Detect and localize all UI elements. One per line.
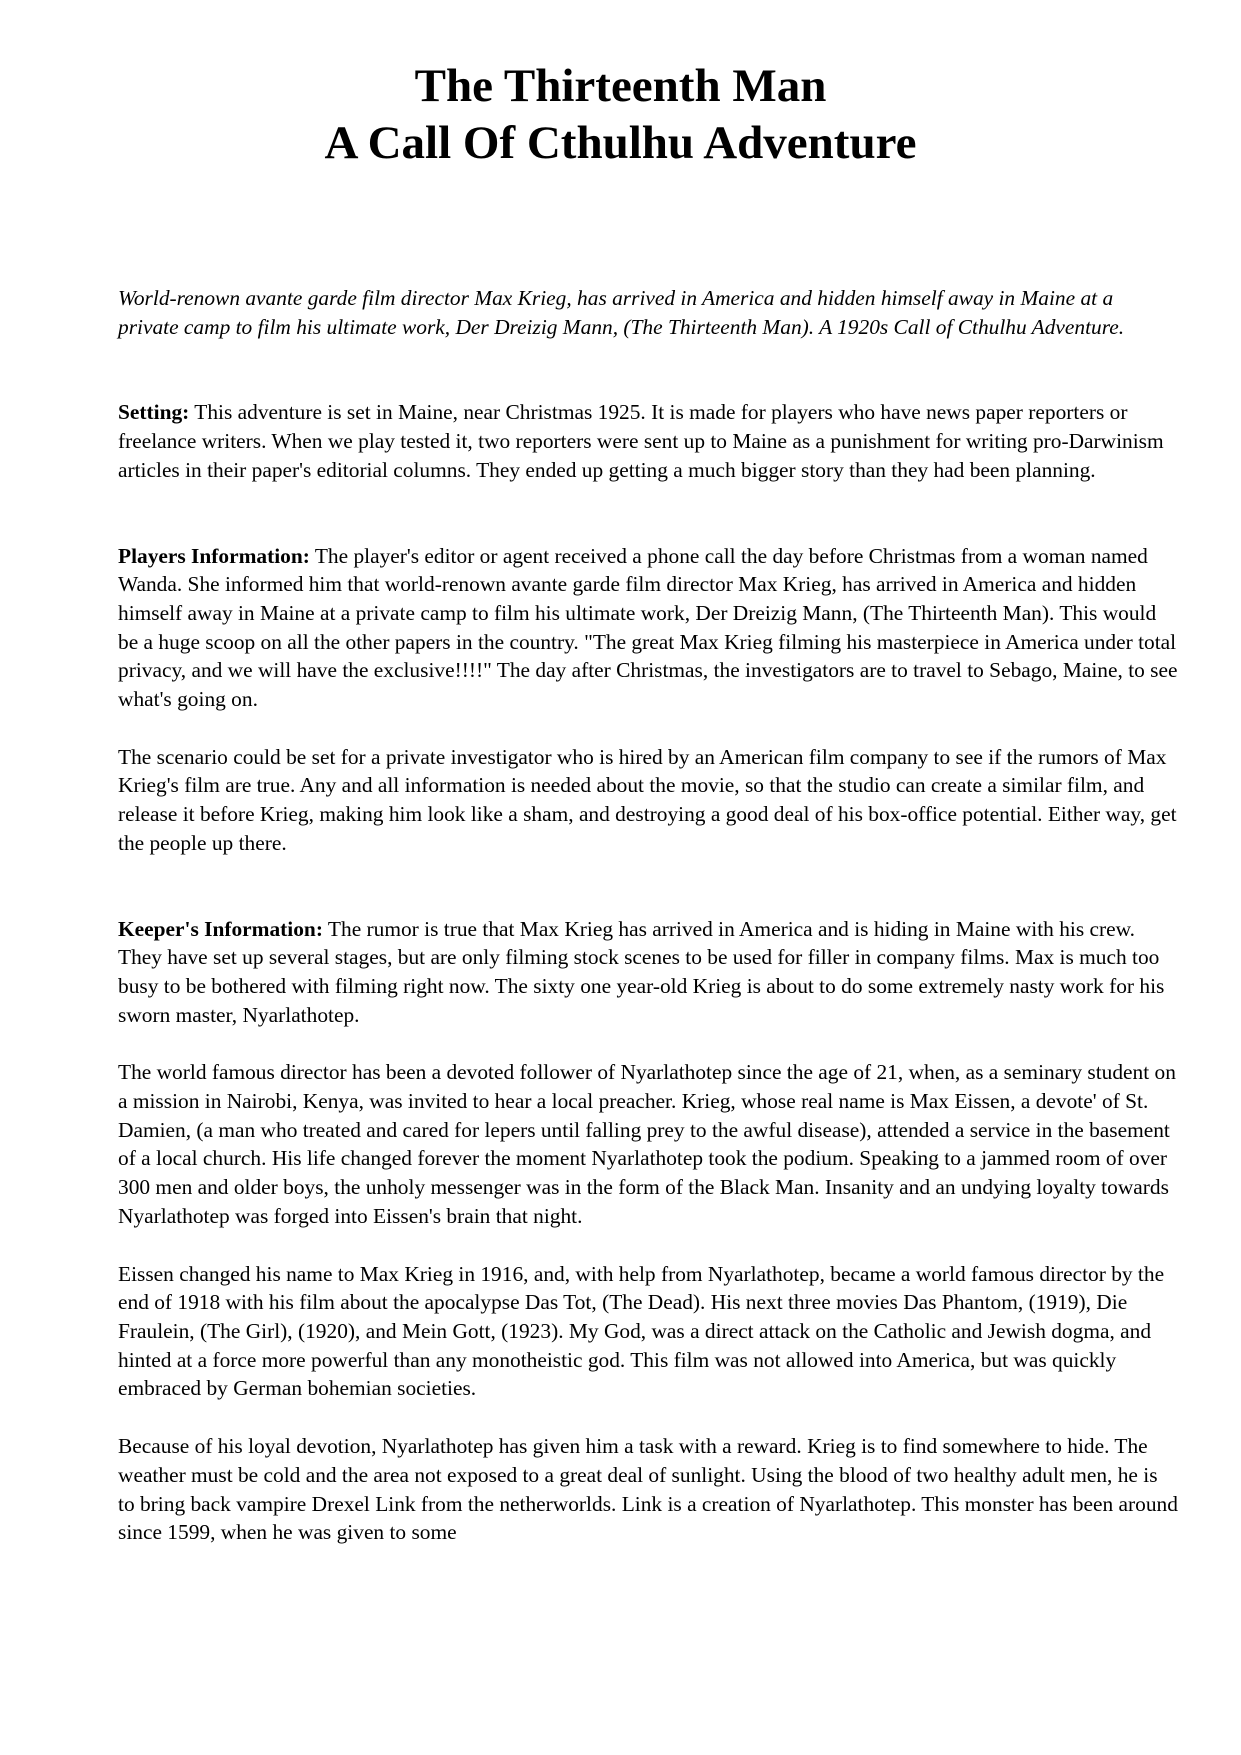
setting-text: This adventure is set in Maine, near Christmas 1925. It is made for players who have news paper reporters or freelance writers. When we play tested it, two reporters were sent up to Maine as a punishment for writing pro-Darwinism articles in their paper's editorial columns. They ended up getting a much bigger story than they had been planning. [118,400,1164,482]
keeper-paragraph-3: Eissen changed his name to Max Krieg in 1916, and, with help from Nyarlathotep, became a world famous director by the end of 1918 with his film about the apocalypse Das Tot, (The Dead). His next three movies Das Phantom, (1919), Die Fraulein, (The Girl), (1920), and Mein Gott, (1923). My God, was a direct attack on the Catholic and Jewish dogma, and hinted at a force more powerful than any monotheistic god. This film was not allowed into America, but was quickly embraced by German bohemian societies. [118,1261,1165,1401]
section-spacer [118,858,1178,915]
keeper-paragraph-4: Because of his loyal devotion, Nyarlathotep has given him a task with a reward. Krieg is to find somewhere to hide. The weather must be cold and the area not exposed to a great deal of sunlight. Using the blood of two healthy adult men, he is to bring back vampire Drexel Link from the netherworlds. Link is a creation of Nyarlathotep. This monster has been around since 1599, when he was given to some [118,1434,1178,1545]
intro-paragraph: World-renown avante garde film director Max Krieg, has arrived in America and hidden himself away in Maine at a private camp to film his ultimate work, Der Dreizig Mann, (The Thirteenth Man). A 1920s Call of Cthulhu Adventure. [118,286,1125,339]
setting-label: Setting: [118,400,190,425]
players-paragraph [118,542,1178,714]
keeper-label: Keeper's Information: [118,916,323,941]
section-spacer [118,485,1178,542]
paragraph-spacer [118,1029,1178,1058]
players-label: Players Information: [118,543,310,568]
paragraph-spacer [118,714,1178,743]
title-line-2: A Call Of Cthulhu Adventure [324,117,917,169]
keeper-paragraph [118,915,1178,1030]
setting-paragraph [118,398,1178,484]
players-text: The player's editor or agent received a phone call the day before Christmas from a woman named Wanda. She informed him that world-renown avante garde film director Max Krieg, has arrived in America and hidden himself away in Maine at a private camp to film his ultimate work, Der Dreizig Mann, (The Thirteenth Man). This would be a huge scoop on all the other papers in the country. "The great Max Krieg filming his masterpiece in America under total privacy, and we will have the exclusive!!!!" The day after Christmas, the investigators are to travel to Sebago, Maine, to see what's going on. [118,543,1178,712]
document-body [118,284,1178,1547]
paragraph-spacer [118,1403,1178,1432]
paragraph-spacer [118,1231,1178,1260]
keeper-paragraph-2: The world famous director has been a devoted follower of Nyarlathotep since the age of 21, when, as a seminary student on a mission in Nairobi, Kenya, was invited to hear a local preacher. Krieg, whose real name is Max Eissen, a devote' of St. Damien, (a man who treated and cared for lepers until falling prey to the awful disease), attended a service in the basement of a local church. His life changed forever the moment Nyarlathotep took the podium. Speaking to a jammed room of over 300 men and older boys, the unholy messenger was in the form of the Black Man. Insanity and an undying loyalty towards Nyarlathotep was forged into Eissen's brain that night. [118,1060,1176,1228]
players-paragraph-2: The scenario could be set for a private investigator who is hired by an American film company to see if the rumors of Max Krieg's film are true. Any and all information is needed about the movie, so that the studio can create a similar film, and release it before Krieg, making him look like a sham, and destroying a good deal of his box-office potential. Either way, get the people up there. [118,744,1177,855]
page-title [0,58,1241,172]
title-line-1: The Thirteenth Man [414,60,827,112]
keeper-text: The rumor is true that Max Krieg has arrived in America and is hiding in Maine with his crew. They have set up several stages, but are only filming stock scenes to be used for filler in company films. Max is much too busy to be bothered with filming right now. The sixty one year-old Krieg is about to do some extremely nasty work for his sworn master, Nyarlathotep. [118,916,1165,1027]
section-spacer [118,341,1178,398]
